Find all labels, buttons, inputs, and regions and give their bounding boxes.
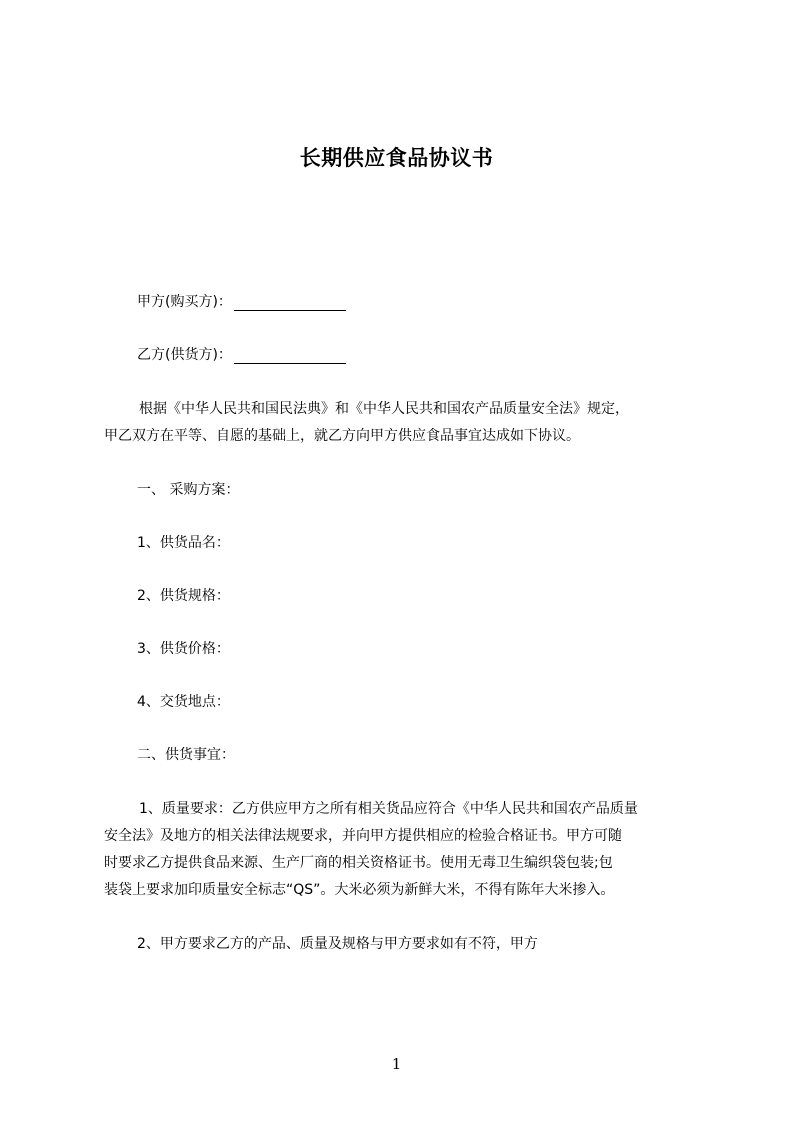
party-a-blank	[234, 296, 346, 311]
party-b-label: 乙方(供货方)：	[137, 347, 232, 363]
section-1-item: 3、供货价格：	[137, 641, 230, 657]
party-b-line	[137, 346, 346, 364]
clause-1-line: 装袋上要求加印质量安全标志“QS”。大米必须为新鲜大米，不得有陈年大米掺入。	[104, 882, 615, 898]
clause-1-line: 时要求乙方提供食品来源、生产厂商的相关资格证书。使用无毒卫生编织袋包装;包	[104, 855, 613, 871]
clause-1-line: 安全法》及地方的相关法律法规要求，并向甲方提供相应的检验合格证书。甲方可随	[104, 828, 622, 844]
clause-1-line: 1、质量要求：乙方供应甲方之所有相关货品应符合《中华人民共和国农产品质量	[139, 801, 638, 817]
party-a-label: 甲方(购买方)：	[137, 294, 232, 310]
page-number: 1	[391, 1055, 402, 1073]
section-1-item: 2、供货规格：	[137, 588, 230, 604]
document-title: 长期供应食品协议书	[299, 146, 494, 170]
party-b-blank	[234, 349, 346, 364]
section-1-item: 1、供货品名：	[137, 535, 230, 551]
section-2-heading: 二、供货事宜：	[137, 747, 235, 763]
clause-2-line: 2、甲方要求乙方的产品、质量及规格与甲方要求如有不符，甲方	[137, 936, 538, 952]
section-1-heading: 一、 采购方案：	[137, 482, 240, 498]
intro-line-1: 根据《中华人民共和国民法典》和《中华人民共和国农产品质量安全法》规定，	[139, 401, 629, 417]
party-a-line	[137, 293, 346, 311]
section-1-item: 4、交货地点：	[137, 694, 230, 710]
intro-line-2: 甲乙双方在平等、自愿的基础上，就乙方向甲方供应食品事宜达成如下协议。	[104, 428, 580, 444]
